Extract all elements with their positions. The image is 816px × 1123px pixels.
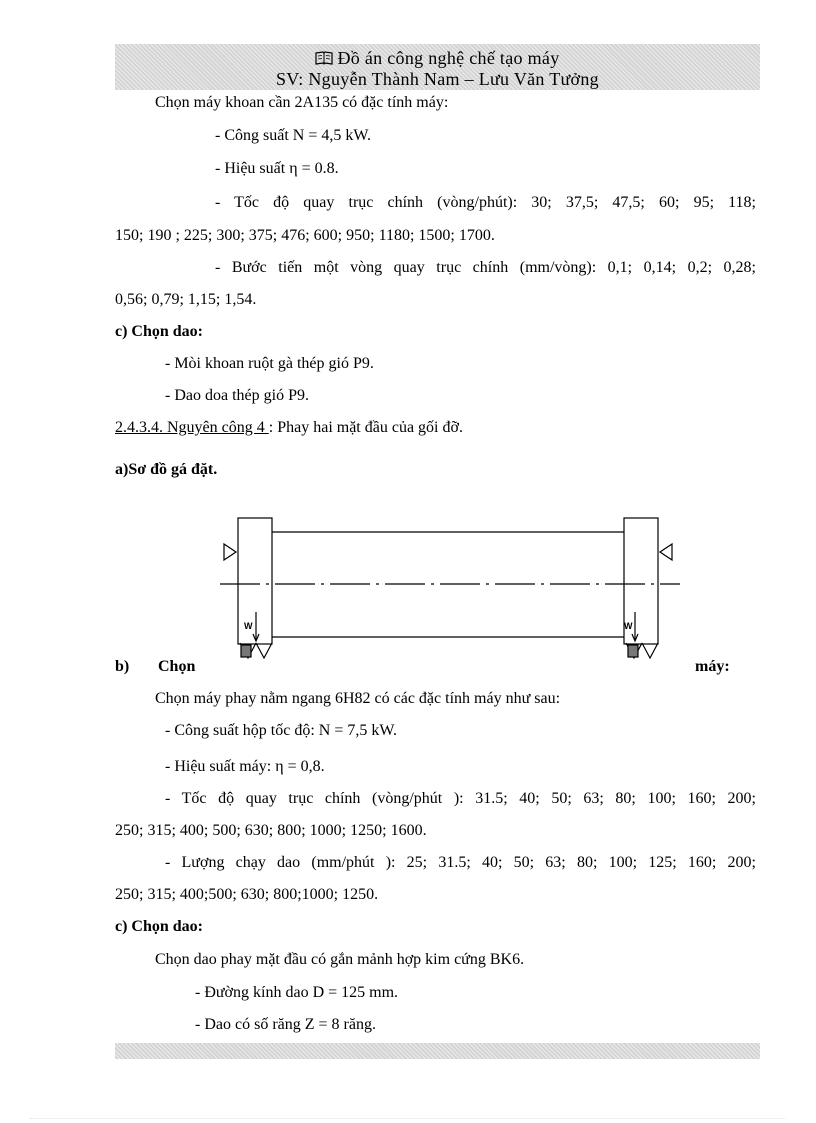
operation-heading [115, 418, 463, 438]
spec-mill-feed-line2: 250; 315; 400;500; 630; 800;1000; 1250. [115, 886, 379, 903]
left-locator-icon [224, 544, 236, 560]
clamp-label-right: W [624, 621, 633, 631]
spec-mill-feed-line1: - Lượng chạy dao (mm/phút ): 25; 31.5; 40; 50; 63; 80; 100; 125; 160; 200; [165, 854, 756, 871]
operation-number: 2.4.3.4. Nguyên công 4 [115, 419, 269, 436]
operation-description: : Phay hai mặt đầu của gối đỡ. [268, 419, 463, 436]
right-locator-icon [660, 544, 672, 560]
right-jaw [628, 645, 638, 657]
page-footer-bar [115, 1043, 760, 1059]
tool-drill: - Mòi khoan ruột gà thép gió P9. [165, 355, 374, 372]
section-heading-tool-1: c) Chọn dao: [115, 323, 204, 340]
left-jaw [241, 645, 251, 657]
spec-efficiency: - Hiệu suất η = 0.8. [215, 160, 339, 177]
tool-reamer: - Dao doa thép gió P9. [165, 387, 309, 404]
header-authors: SV: Nguyễn Thành Nam – Lưu Văn Tưởng [276, 69, 599, 89]
spec-mill-speed-line1: - Tốc độ quay trục chính (vòng/phút ): 31.5; 40; 50; 63; 80; 100; 160; 200; [165, 790, 756, 807]
section-heading-machine-b: b) [115, 658, 130, 675]
section-heading-machine-choose: Chọn [158, 658, 196, 675]
spec-spindle-speed-line1: - Tốc độ quay trục chính (vòng/phút): 30; 37,5; 47,5; 60; 95; 118; [215, 194, 756, 211]
header-title-line [115, 44, 760, 69]
spec-spindle-speed-line2: 150; 190 ; 225; 300; 375; 476; 600; 950; 1180; 1500; 1700. [115, 227, 495, 244]
spec-mill-speed-line2: 250; 315; 400; 500; 630; 800; 1000; 1250; 1600. [115, 822, 427, 839]
left-support-icon-2 [256, 643, 272, 658]
header-title: Đồ án công nghệ chế tạo máy [337, 48, 560, 68]
book-icon [315, 48, 333, 62]
section-heading-tool-2: c) Chọn dao: [115, 918, 204, 935]
paragraph-drill-machine: Chọn máy khoan cần 2A135 có đặc tính máy: [155, 94, 449, 111]
page-header [115, 44, 760, 90]
spec-power: - Công suất N = 4,5 kW. [215, 127, 371, 144]
spec-machine-efficiency: - Hiệu suất máy: η = 0,8. [165, 758, 325, 775]
page-bottom-divider [30, 1118, 786, 1119]
spec-feed-line2: 0,56; 0,79; 1,15; 1,54. [115, 291, 257, 308]
clamp-label-left: W [244, 621, 253, 631]
setup-diagram [210, 512, 690, 682]
section-heading-machine-word: máy: [695, 658, 730, 675]
paragraph-milling-machine: Chọn máy phay nằm ngang 6H82 có các đặc tính máy như sau: [155, 690, 561, 707]
right-support-icon-2 [642, 643, 658, 658]
cutter-teeth: - Dao có số răng Z = 8 răng. [195, 1016, 376, 1033]
section-heading-setup: a)Sơ đồ gá đặt. [115, 461, 218, 478]
spec-feed-line1: - Bước tiến một vòng quay trục chính (mm/vòng): 0,1; 0,14; 0,2; 0,28; [215, 259, 756, 276]
paragraph-milling-cutter: Chọn dao phay mặt đầu có gắn mảnh hợp kim cứng BK6. [155, 951, 525, 968]
cutter-diameter: - Đường kính dao D = 125 mm. [195, 984, 399, 1001]
spec-gearbox-power: - Công suất hộp tốc độ: N = 7,5 kW. [165, 722, 397, 739]
